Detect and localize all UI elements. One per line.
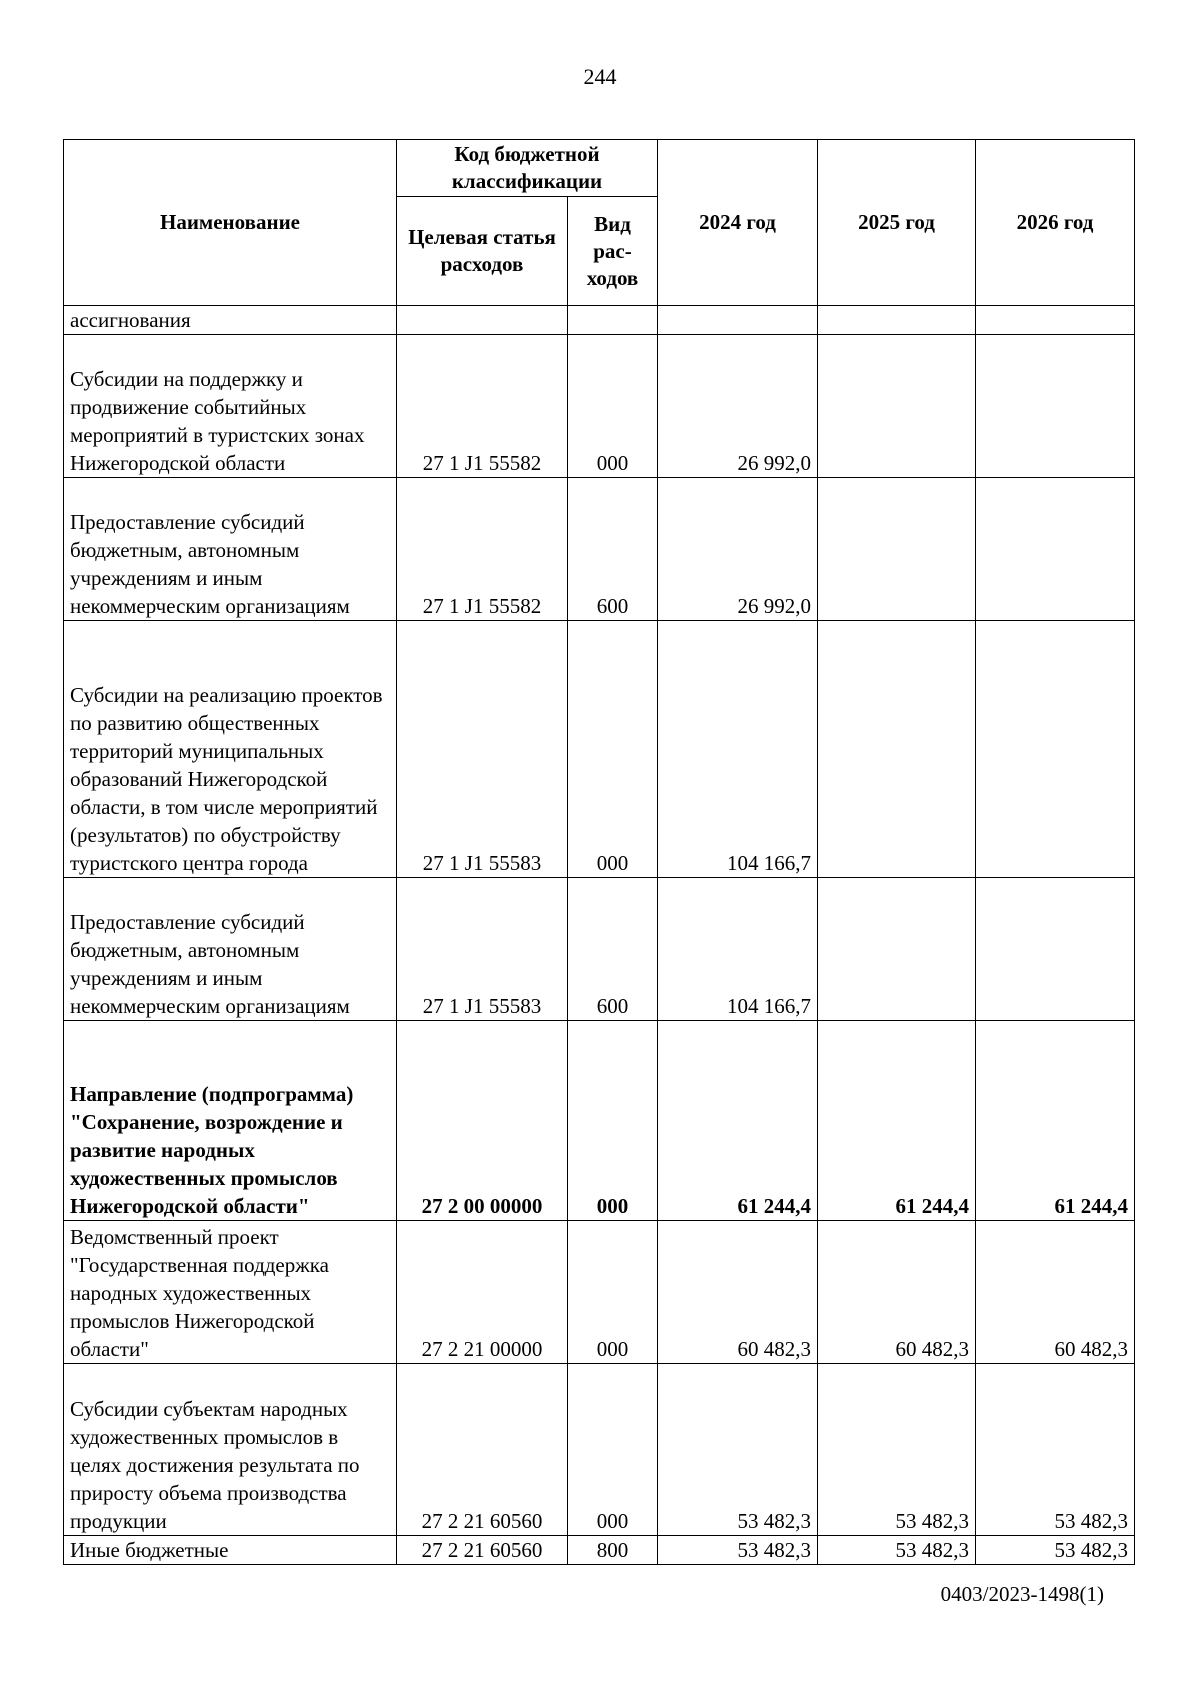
row-code: 27 1 J1 55582: [397, 335, 568, 478]
header-2026: 2026 год: [976, 140, 1135, 306]
header-name: Наименование: [64, 140, 397, 306]
row-kind: 600: [568, 878, 658, 1021]
row-2026: 53 482,3: [976, 1364, 1135, 1536]
header-expense-kind: Вид рас-ходов: [568, 197, 658, 306]
table-row: [64, 478, 1135, 621]
row-code: 27 1 J1 55583: [397, 621, 568, 878]
row-kind: 000: [568, 1021, 658, 1221]
row-name: Предоставление субсидий бюджетным, автономным учреждениям и иным некоммерческим организациям: [64, 878, 397, 1021]
row-name: Направление (подпрограмма) "Сохранение, возрождение и развитие народных художественных промыслов Нижегородской области": [64, 1021, 397, 1221]
row-2026: 61 244,4: [976, 1021, 1135, 1221]
table-row: [64, 621, 1135, 878]
row-kind: 000: [568, 1364, 658, 1536]
row-2024: 61 244,4: [658, 1021, 818, 1221]
row-2025: [818, 478, 976, 621]
row-2025: [818, 335, 976, 478]
header-2025: 2025 год: [818, 140, 976, 306]
row-2024: [658, 306, 818, 335]
row-code: 27 2 21 00000: [397, 1221, 568, 1364]
row-kind: 000: [568, 621, 658, 878]
document-code: 0403/2023-1498(1): [940, 1582, 1104, 1606]
row-2026: 53 482,3: [976, 1536, 1135, 1565]
table-row: [64, 878, 1135, 1021]
row-2024: 60 482,3: [658, 1221, 818, 1364]
row-2026: [976, 621, 1135, 878]
row-2026: [976, 878, 1135, 1021]
header-target-article: Целевая статья расходов: [397, 197, 568, 306]
table-row: [64, 306, 1135, 335]
row-kind: 600: [568, 478, 658, 621]
row-code: 27 1 J1 55583: [397, 878, 568, 1021]
row-name: Субсидии на реализацию проектов по развитию общественных территорий муниципальных образований Нижегородской области, в том числе мероприятий (результатов) по обустройству туристского центра города: [64, 621, 397, 878]
row-2025: [818, 621, 976, 878]
row-2025: 61 244,4: [818, 1021, 976, 1221]
row-name: Субсидии субъектам народных художественных промыслов в целях достижения результата по приросту объема производства продукции: [64, 1364, 397, 1536]
row-2026: 60 482,3: [976, 1221, 1135, 1364]
row-2025: 53 482,3: [818, 1364, 976, 1536]
row-code: 27 2 21 60560: [397, 1364, 568, 1536]
row-2026: [976, 478, 1135, 621]
row-name: Ведомственный проект "Государственная поддержка народных художественных промыслов Нижегородской области": [64, 1221, 397, 1364]
row-2025: [818, 306, 976, 335]
table-row: [64, 335, 1135, 478]
row-name: ассигнования: [64, 306, 397, 335]
row-2026: [976, 306, 1135, 335]
header-code-group: Код бюджетной классификации: [397, 140, 658, 197]
row-kind: 000: [568, 335, 658, 478]
table-row: [64, 1536, 1135, 1565]
row-2025: 53 482,3: [818, 1536, 976, 1565]
page-number: 244: [583, 64, 617, 89]
table-row: [64, 1364, 1135, 1536]
row-2025: [818, 878, 976, 1021]
row-name: Предоставление субсидий бюджетным, автономным учреждениям и иным некоммерческим организациям: [64, 478, 397, 621]
budget-table: [63, 139, 1135, 1565]
row-name: Субсидии на поддержку и продвижение событийных мероприятий в туристских зонах Нижегородской области: [64, 335, 397, 478]
row-code: [397, 306, 568, 335]
row-2026: [976, 335, 1135, 478]
row-kind: 000: [568, 1221, 658, 1364]
row-2024: 104 166,7: [658, 878, 818, 1021]
row-2024: 104 166,7: [658, 621, 818, 878]
table-row: [64, 1221, 1135, 1364]
row-code: 27 2 00 00000: [397, 1021, 568, 1221]
header-2024: 2024 год: [658, 140, 818, 306]
row-2024: 26 992,0: [658, 478, 818, 621]
table-row: [64, 1021, 1135, 1221]
row-kind: [568, 306, 658, 335]
row-code: 27 2 21 60560: [397, 1536, 568, 1565]
row-code: 27 1 J1 55582: [397, 478, 568, 621]
row-2024: 26 992,0: [658, 335, 818, 478]
row-2024: 53 482,3: [658, 1536, 818, 1565]
row-2024: 53 482,3: [658, 1364, 818, 1536]
row-name: Иные бюджетные: [64, 1536, 397, 1565]
row-2025: 60 482,3: [818, 1221, 976, 1364]
row-kind: 800: [568, 1536, 658, 1565]
